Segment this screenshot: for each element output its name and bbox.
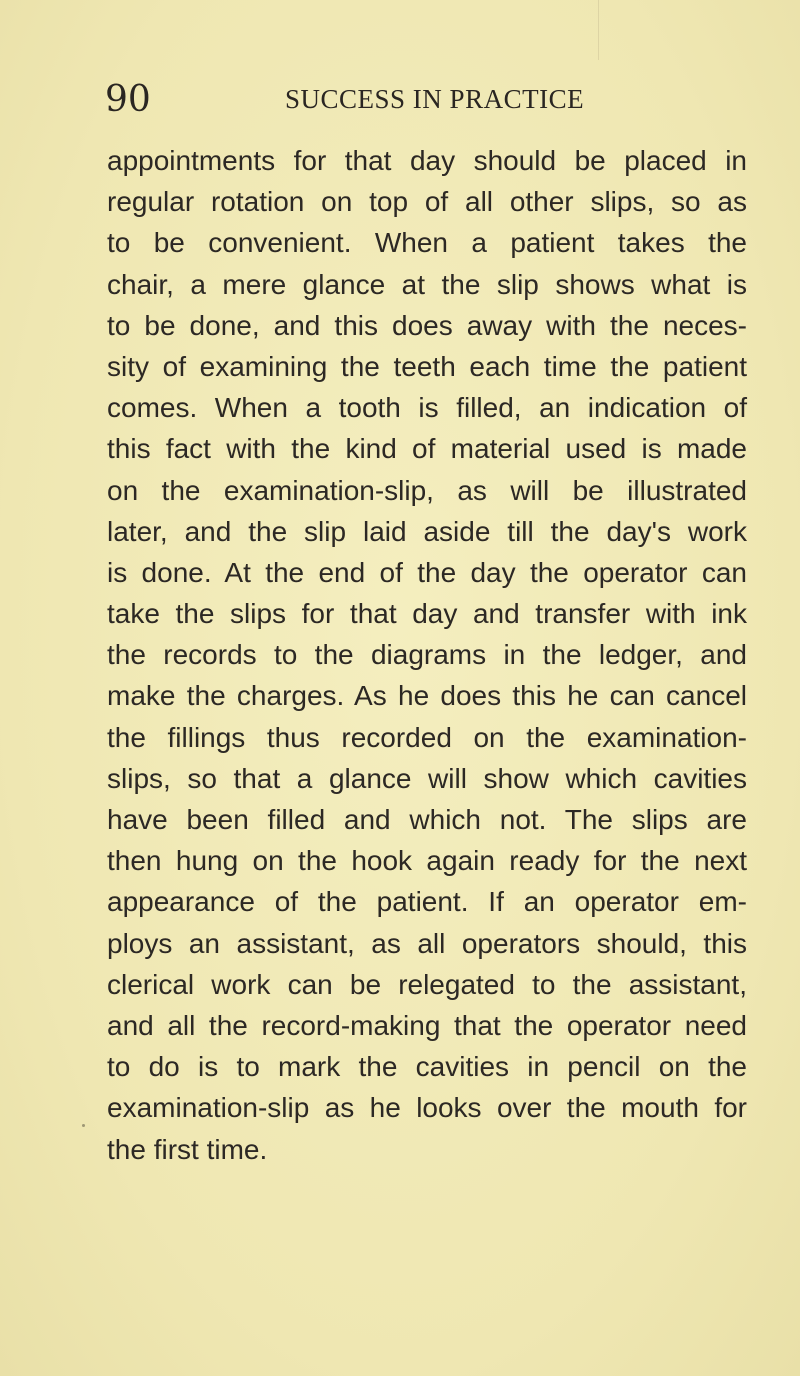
- paper-crease: [598, 0, 599, 60]
- text-line: make the charges. As he does this he can cancel: [107, 680, 747, 712]
- text-line: have been filled and which not. The slips are: [107, 804, 747, 835]
- margin-speck: [82, 1124, 85, 1127]
- text-line: take the slips for that day and transfer with ink: [107, 598, 747, 630]
- text-line: to be convenient. When a patient takes the: [107, 227, 747, 259]
- running-title: SUCCESS IN PRACTICE: [285, 84, 585, 114]
- text-line: the records to the diagrams in the ledger, and: [107, 639, 747, 671]
- text-line: sity of examining the teeth each time the patient: [107, 350, 747, 382]
- text-line: is done. At the end of the day the operator can: [107, 556, 747, 588]
- text-line: then hung on the hook again ready for the next: [107, 845, 747, 877]
- text-line: the first time.: [107, 1133, 268, 1165]
- text-line: this fact with the kind of material used is made: [107, 433, 747, 465]
- text-line: to do is to mark the cavities in pencil on the: [107, 1051, 747, 1083]
- text-line: clerical work can be relegated to the assistant,: [107, 968, 747, 1000]
- text-line: comes. When a tooth is filled, an indication of: [107, 392, 747, 424]
- text-line: to be done, and this does away with the neces-: [107, 309, 747, 341]
- text-line: appearance of the patient. If an operator em-: [107, 886, 747, 918]
- text-line: on the examination-slip, as will be illustrated: [107, 474, 747, 506]
- text-line: and all the record-making that the operator need: [107, 1009, 747, 1041]
- running-head: [105, 80, 745, 120]
- text-line: appointments for that day should be placed in: [107, 145, 747, 176]
- text-line: the fillings thus recorded on the examination-: [107, 721, 747, 753]
- body-text: [107, 140, 747, 1170]
- text-line: ploys an assistant, as all operators should, this: [107, 927, 747, 959]
- page-number: 90: [105, 79, 151, 120]
- text-line: chair, a mere glance at the slip shows what is: [107, 268, 747, 300]
- text-line: examination-slip as he looks over the mouth for: [107, 1092, 747, 1124]
- text-line: regular rotation on top of all other slips, so as: [107, 186, 747, 218]
- text-line: later, and the slip laid aside till the day's work: [107, 515, 747, 547]
- text-line: slips, so that a glance will show which cavities: [107, 762, 747, 794]
